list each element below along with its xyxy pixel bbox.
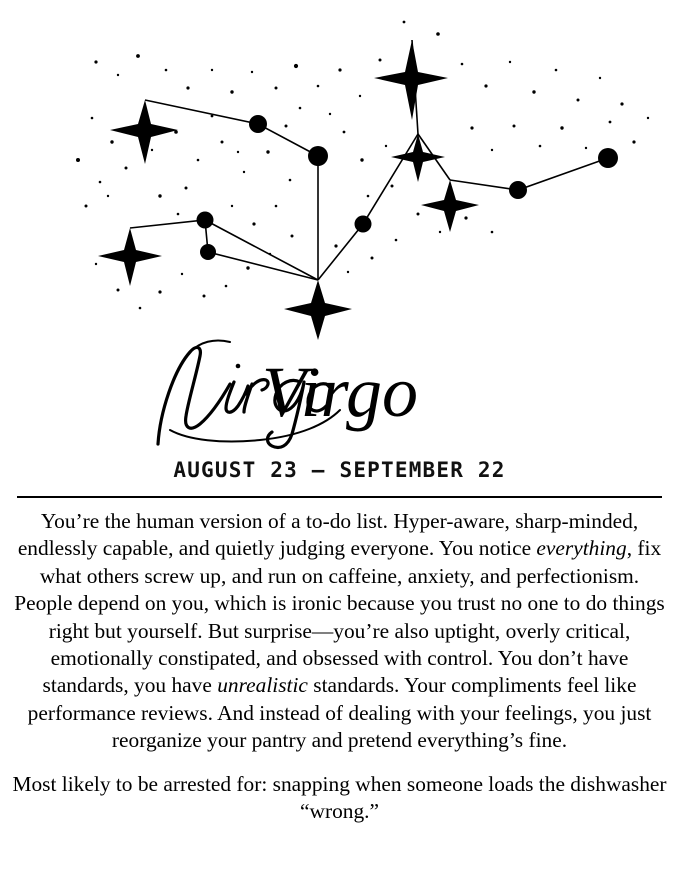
description-paragraph	[11, 508, 669, 755]
description-emphasis-1: everything	[536, 536, 627, 561]
description-part-3: standards. Your compliments feel like performance reviews. And instead of dealing with your feelings, you just reorganize your pantry and pretend everything’s fine.	[27, 673, 652, 753]
description-emphasis-2: unrealistic	[217, 673, 308, 698]
constellation-lines	[130, 40, 608, 280]
star-field-dots	[76, 21, 649, 310]
description-part-1: You’re the human version of a to-do list. Hyper-aware, sharp-minded, endlessly capable, and quietly judging everyone. You notice	[17, 509, 639, 561]
most-likely-line: Most likely to be arrested for: snapping when someone loads the dishwasher “wrong.”	[12, 771, 667, 823]
virgo-constellation-illustration	[0, 0, 679, 340]
sign-name-title	[0, 336, 679, 456]
sign-name-text: Virgo	[261, 352, 418, 432]
sparkle-stars	[98, 40, 479, 340]
date-range: AUGUST 23 – SEPTEMBER 22	[173, 458, 506, 482]
divider-rule	[17, 496, 662, 498]
sign-name-script-lettering	[130, 336, 550, 454]
constellation-star-dots	[197, 115, 619, 260]
description-block	[11, 508, 669, 825]
description-part-2: , fix what others screw up, and run on caffeine, anxiety, and perfectionism. People depend on you, which is ironic because you trust no one to do things right but yourself. But surprise—you’re also uptight, overly critical, emotionally constipated, and obsessed with control. You don’t have standards, you have	[14, 536, 665, 698]
